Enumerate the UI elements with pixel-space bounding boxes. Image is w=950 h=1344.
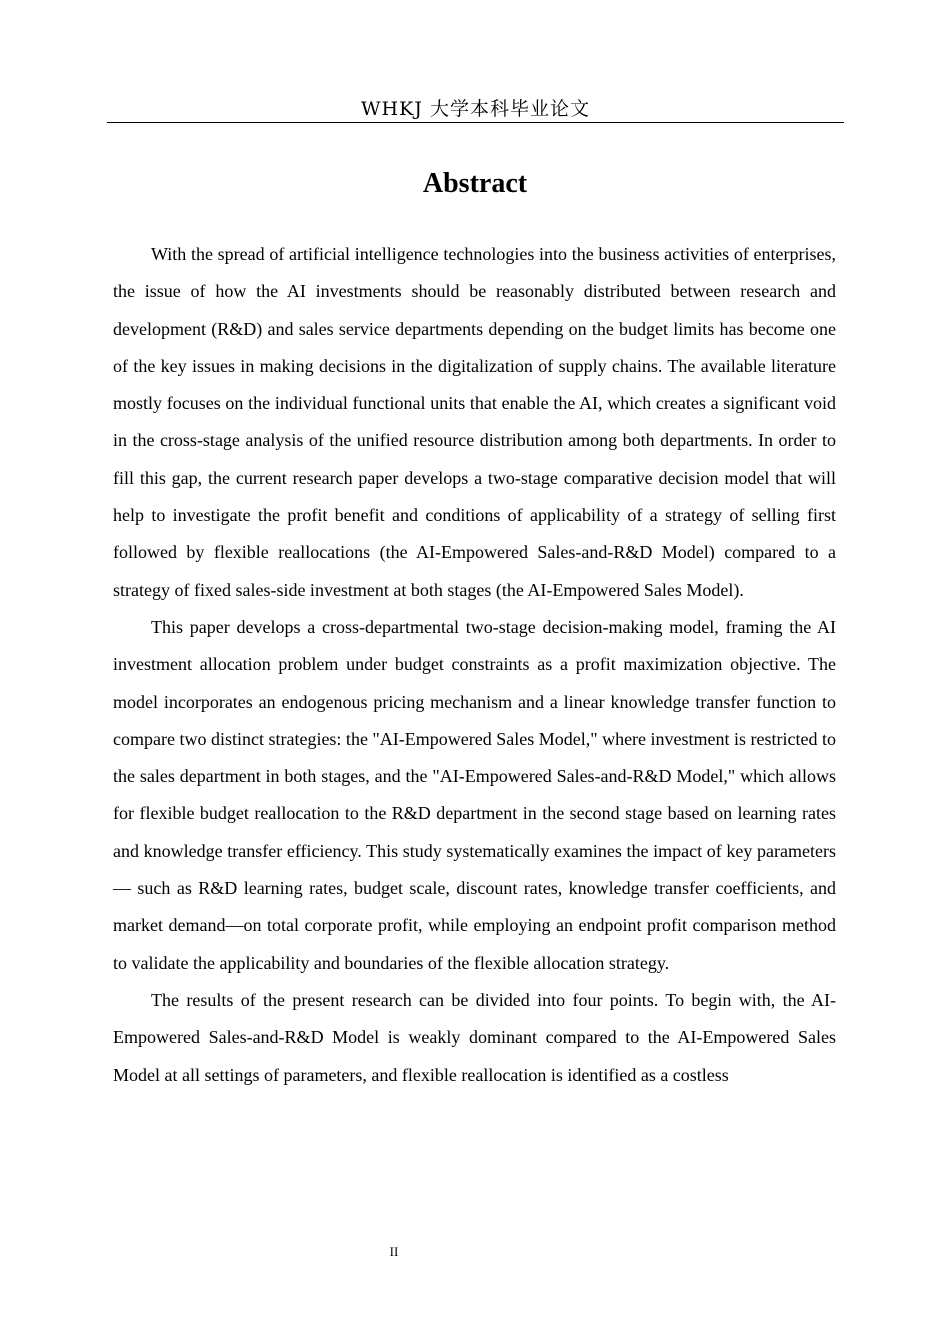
- abstract-paragraph-2: This paper develops a cross-departmental two-stage decision-making model, framing the AI investment allocation problem under budget constraints as a profit maximization objective. The model incorporates an endogenous pricing mechanism and a linear knowledge transfer function to compare two distinct strategies: the "AI-Empowered Sales Model," where investment is restricted to the sales department in both stages, and the "AI-Empowered Sales-and-R&D Model," which allows for flexible budget reallocation to the R&D department in the second stage based on learning rates and knowledge transfer efficiency. This study systematically examines the impact of key parameters— such as R&D learning rates, budget scale, discount rates, knowledge transfer coefficients, and market demand—on total corporate profit, while employing an endpoint profit comparison method to validate the applicability and boundaries of the flexible allocation strategy.: [113, 616, 836, 973]
- page-number: II: [389, 1244, 399, 1259]
- abstract-heading: Abstract: [422, 168, 528, 199]
- abstract-body: [113, 236, 836, 1094]
- abstract-paragraph-3: The results of the present research can be divided into four points. To begin with, the AI-Empowered Sales-and-R&D Model is weakly dominant compared to the AI-Empowered Sales Model at all settings of parameters, and flexible reallocation is identified as a costless: [113, 989, 836, 1085]
- page-header-title: WHKJ 大学本科毕业论文: [361, 98, 590, 120]
- abstract-paragraph-1: With the spread of artificial intelligence technologies into the business activities of enterprises, the issue of how the AI investments should be reasonably distributed between research and development (R&D) and sales service departments depending on the budget limits has become one of the key issues in making decisions in the digitalization of supply chains. The available literature mostly focuses on the individual functional units that enable the AI, which creates a significant void in the cross-stage analysis of the unified resource distribution among both departments. In order to fill this gap, the current research paper develops a two-stage comparative decision model that will help to investigate the profit benefit and conditions of applicability of a strategy of selling first followed by flexible reallocations (the AI-Empowered Sales-and-R&D Model) compared to a strategy of fixed sales-side investment at both stages (the AI-Empowered Sales Model).: [113, 244, 836, 600]
- header-rule: [107, 122, 844, 123]
